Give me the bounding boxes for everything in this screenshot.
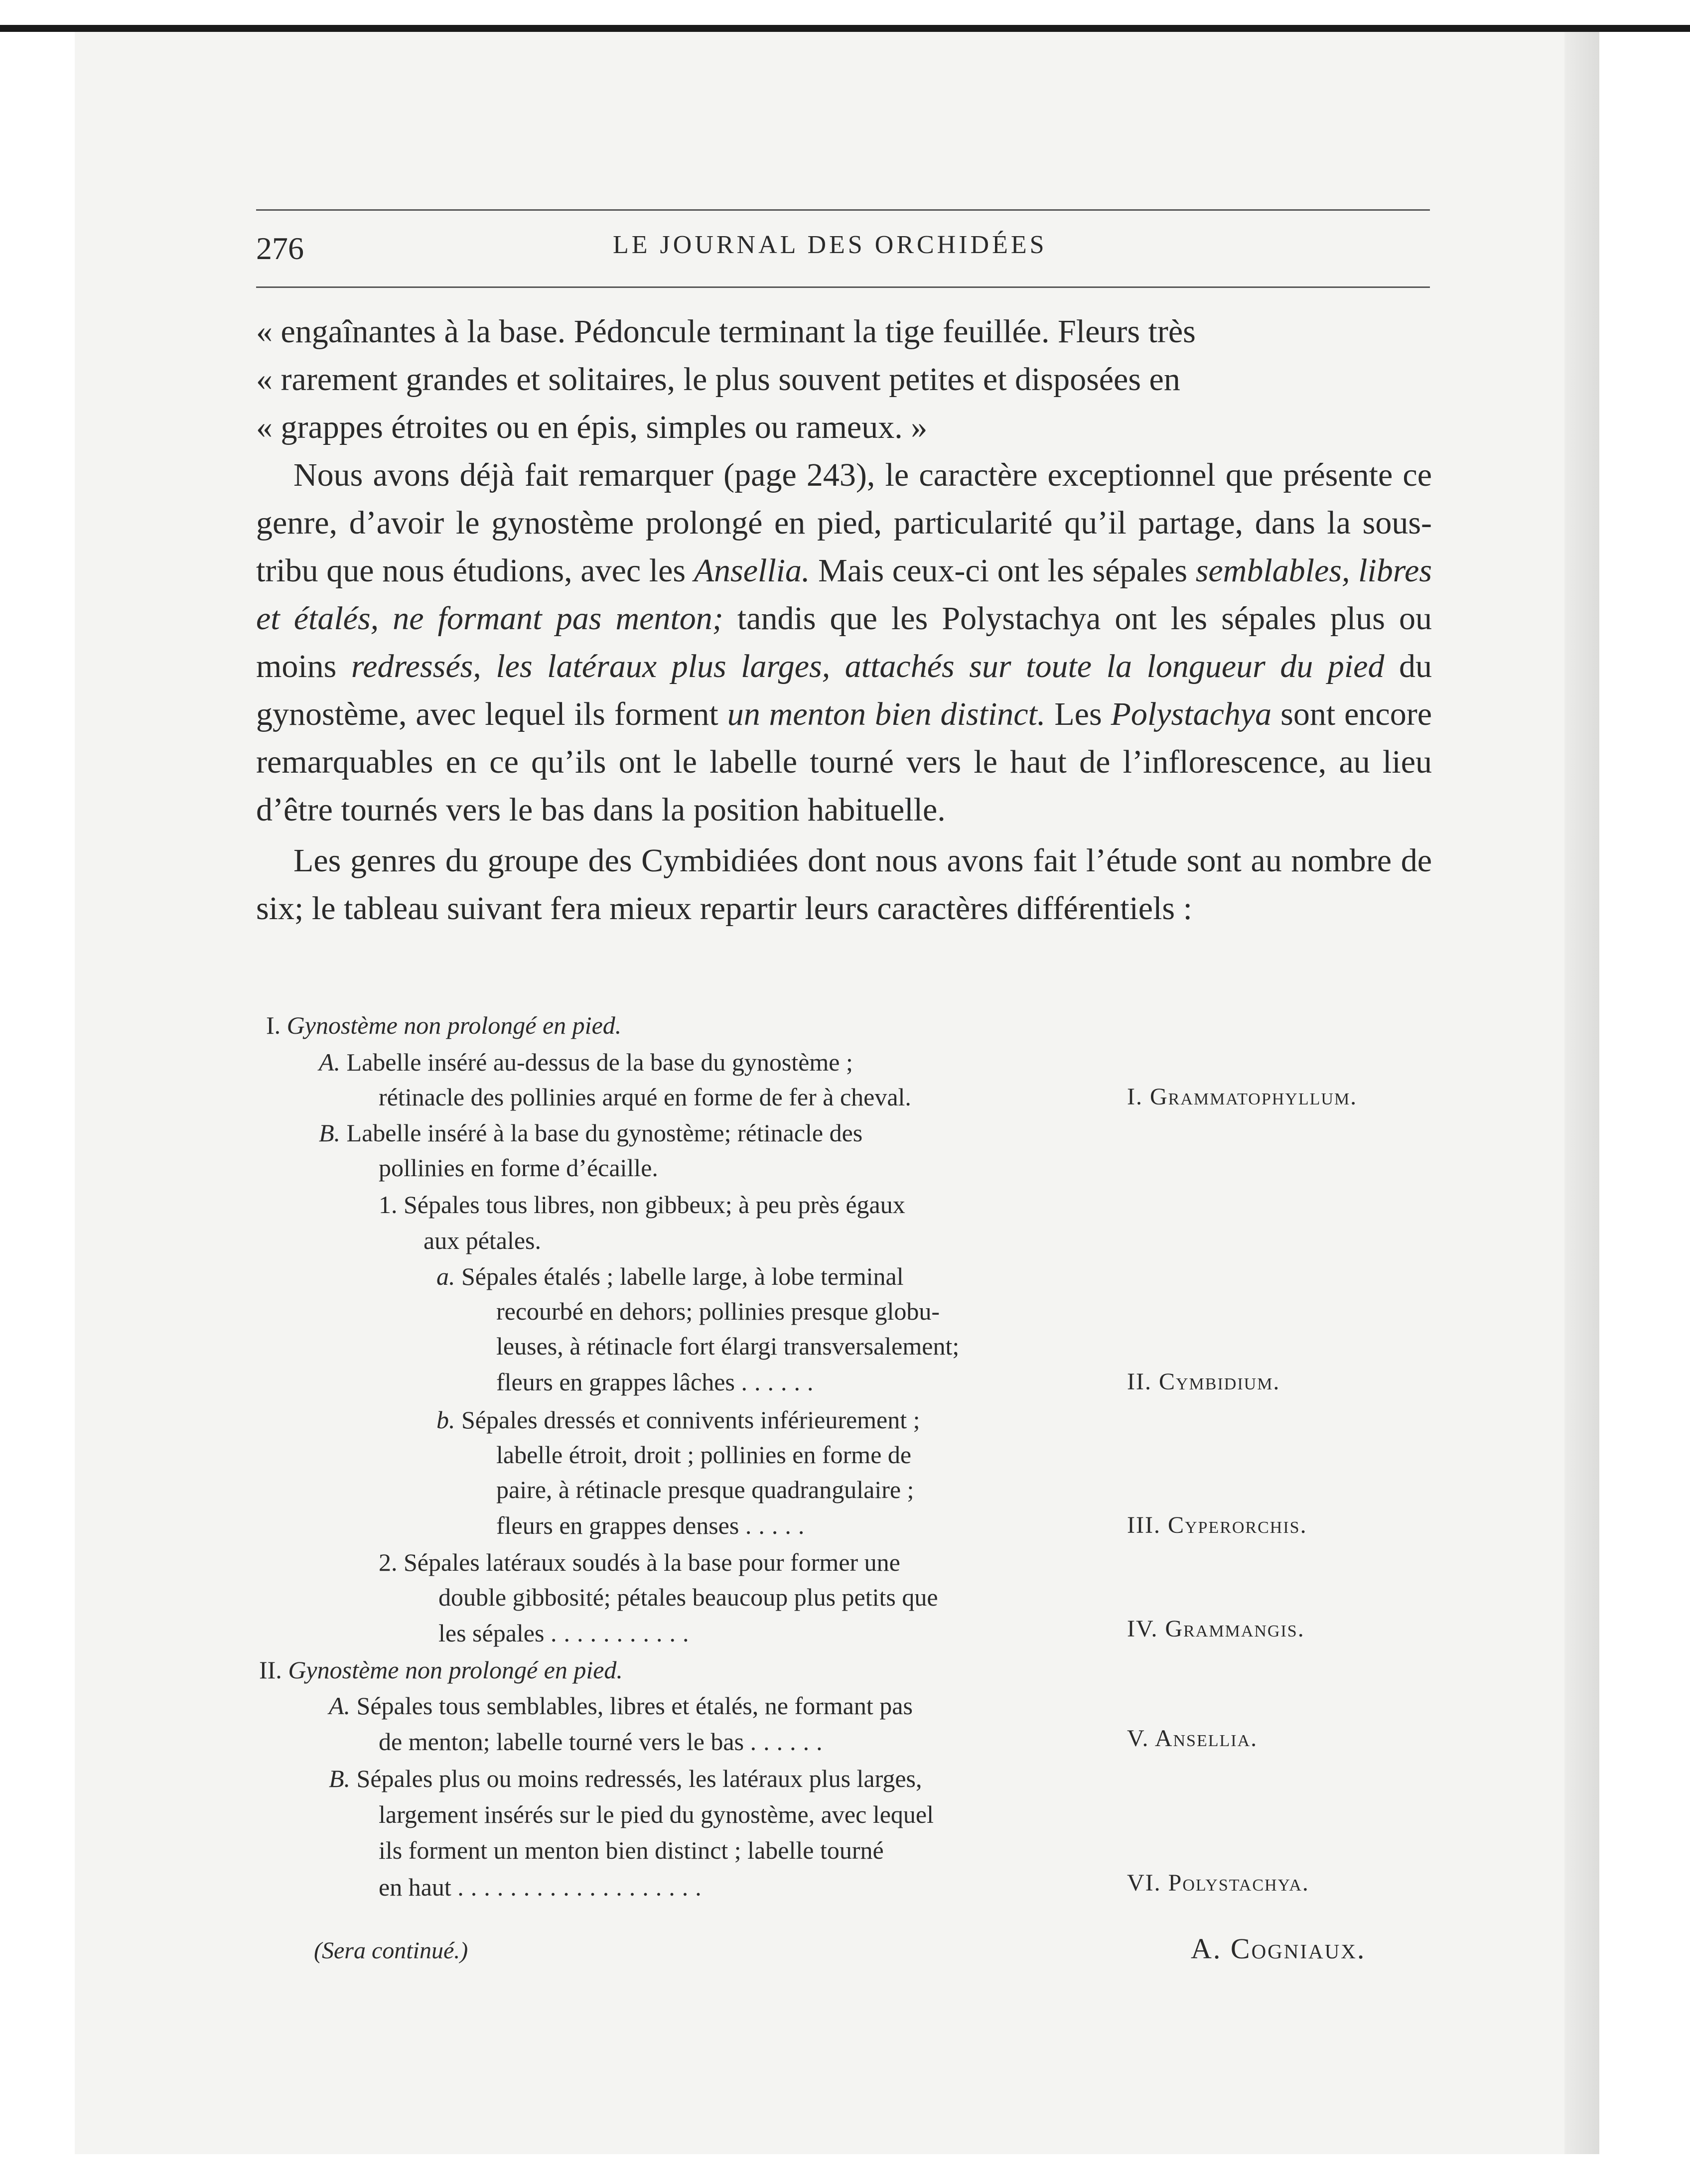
key-line: rétinacle des pollinies arqué en forme de fer à cheval.	[379, 1083, 911, 1111]
text-run-italic: semblables, libres et étalés, ne formant pas menton;	[256, 552, 1432, 637]
key-line: labelle étroit, droit ; pollinies en forme de	[496, 1441, 912, 1469]
key-entry-b	[436, 1405, 920, 1435]
key-line: largement insérés sur le pied du gynostème, avec lequel	[379, 1800, 934, 1828]
key-entry-B	[319, 1118, 862, 1148]
text-run: du gynostème, avec lequel ils forment	[256, 648, 1432, 732]
paragraph-polystachya	[256, 451, 1432, 834]
text-run: Nous avons déjà fait remarquer (page 243), le caractère exceptionnel que présente ce genre, d’avoir le gynostème prolongé en pied, particularité qu’il partage, dans la sous-tribu que nous étudions, avec les	[256, 457, 1432, 589]
genus-grammatophyllum: I. Grammatophyllum.	[1127, 1084, 1358, 1110]
key-entry-1: 1. Sépales tous libres, non gibbeux; à peu près égaux	[379, 1191, 905, 1219]
leader-dots: ...................	[457, 1873, 708, 1901]
key-line: recourbé en dehors; pollinies presque globu-	[496, 1297, 940, 1325]
genus-ansellia: V. Ansellia.	[1127, 1725, 1258, 1752]
author-signature: A. Cogniaux.	[1191, 1932, 1366, 1965]
key-line	[496, 1367, 820, 1397]
genus-cymbidium: II. Cymbidium.	[1127, 1368, 1280, 1395]
key-text: Gynostème non prolongé en pied.	[288, 1656, 623, 1684]
key-number: II.	[259, 1656, 282, 1684]
key-number: I.	[266, 1011, 281, 1039]
key-line: pollinies en forme d’écaille.	[379, 1154, 658, 1182]
genus-cyperorchis: III. Cyperorchis.	[1127, 1512, 1307, 1538]
key-text: les sépales	[438, 1619, 545, 1647]
page-edge-shadow	[1564, 32, 1599, 2154]
key-text: de menton; labelle tourné vers le bas	[379, 1728, 744, 1756]
key-entry-a	[436, 1261, 904, 1291]
key-number: b.	[436, 1406, 455, 1434]
key-text: Sépales plus ou moins redressés, les latéraux plus larges,	[356, 1765, 922, 1792]
key-line	[438, 1618, 696, 1648]
key-number: B.	[319, 1119, 341, 1147]
paragraph-quote-end	[256, 308, 1432, 451]
text-run-italic: Ansellia.	[694, 552, 810, 589]
genus-polystachya: VI. Polystachya.	[1127, 1870, 1309, 1896]
key-number: a.	[436, 1262, 455, 1290]
key-line	[379, 1872, 708, 1902]
key-entry-I	[266, 1010, 621, 1040]
leader-dots: ...........	[550, 1619, 696, 1647]
key-entry-II	[259, 1655, 623, 1685]
text-run-italic: Polystachya	[1111, 696, 1272, 732]
running-head-journal-title: LE JOURNAL DES ORCHIDÉES	[613, 231, 1047, 259]
page-number: 276	[256, 231, 304, 266]
key-entry-II-A	[329, 1691, 913, 1721]
key-text: Gynostème non prolongé en pied.	[286, 1011, 622, 1039]
key-line: leuses, à rétinacle fort élargi transversalement;	[496, 1332, 960, 1360]
key-text: Labelle inséré au-dessus de la base du gynostème ;	[346, 1048, 853, 1076]
body-text	[256, 308, 1432, 933]
text-run-italic: un menton bien distinct.	[727, 696, 1046, 732]
leader-dots: .....	[745, 1511, 812, 1539]
text-run: sont encore remarquables en ce qu’ils ont le labelle tourné vers le haut de l’inflorescence, au lieu d’être tournés vers le bas dans la position habituelle.	[256, 696, 1432, 828]
header-rule-bottom	[256, 286, 1430, 288]
key-number: A.	[329, 1692, 351, 1720]
paragraph-cymbidiees: Les genres du groupe des Cymbidiées dont nous avons fait l’étude sont au nombre de six; le tableau suivant fera mieux repartir leurs caractères différentiels :	[256, 842, 1432, 927]
leader-dots: ......	[741, 1368, 821, 1396]
key-line	[496, 1510, 811, 1540]
quote-line: « engaînantes à la base. Pédoncule terminant la tige feuillée. Fleurs très	[256, 313, 1196, 350]
key-text: en haut	[379, 1873, 451, 1901]
leader-dots: ......	[750, 1728, 830, 1756]
key-text: Labelle inséré à la base du gynostème; rétinacle des	[346, 1119, 863, 1147]
text-run: Les	[1045, 696, 1111, 732]
header-rule-top	[256, 209, 1430, 211]
key-line: paire, à rétinacle presque quadrangulaire ;	[496, 1476, 914, 1503]
key-line: aux pétales.	[423, 1227, 542, 1254]
text-run: tandis que les Polystachya ont les sépales plus ou moins	[256, 600, 1432, 684]
key-line: ils forment un menton bien distinct ; labelle tourné	[379, 1836, 884, 1864]
key-entry-2: 2. Sépales latéraux soudés à la base pour former une	[379, 1548, 900, 1576]
key-text: fleurs en grappes denses	[496, 1511, 739, 1539]
key-number: A.	[319, 1048, 341, 1076]
text-run-italic: redressés, les latéraux plus larges, attachés sur toute la longueur du pied	[351, 648, 1385, 684]
key-text: Sépales dressés et connivents inférieurement ;	[461, 1406, 920, 1434]
key-number: B.	[329, 1765, 351, 1792]
key-entry-A	[319, 1047, 853, 1077]
key-entry-II-B	[329, 1764, 922, 1793]
continued-note: (Sera continué.)	[314, 1937, 468, 1964]
quote-line: « grappes étroites ou en épis, simples ou rameux. »	[256, 409, 928, 445]
quote-line: « rarement grandes et solitaires, le plus souvent petites et disposées en	[256, 361, 1180, 398]
key-text: Sépales étalés ; labelle large, à lobe terminal	[461, 1262, 904, 1290]
genus-grammangis: IV. Grammangis.	[1127, 1616, 1305, 1642]
text-run: Mais ceux-ci ont les sépales	[810, 552, 1196, 589]
key-text: fleurs en grappes lâches	[496, 1368, 735, 1396]
key-line	[379, 1727, 830, 1757]
key-text: Sépales tous semblables, libres et étalés, ne formant pas	[356, 1692, 913, 1720]
key-line: double gibbosité; pétales beaucoup plus petits que	[438, 1583, 938, 1611]
scan-top-border	[0, 25, 1690, 32]
